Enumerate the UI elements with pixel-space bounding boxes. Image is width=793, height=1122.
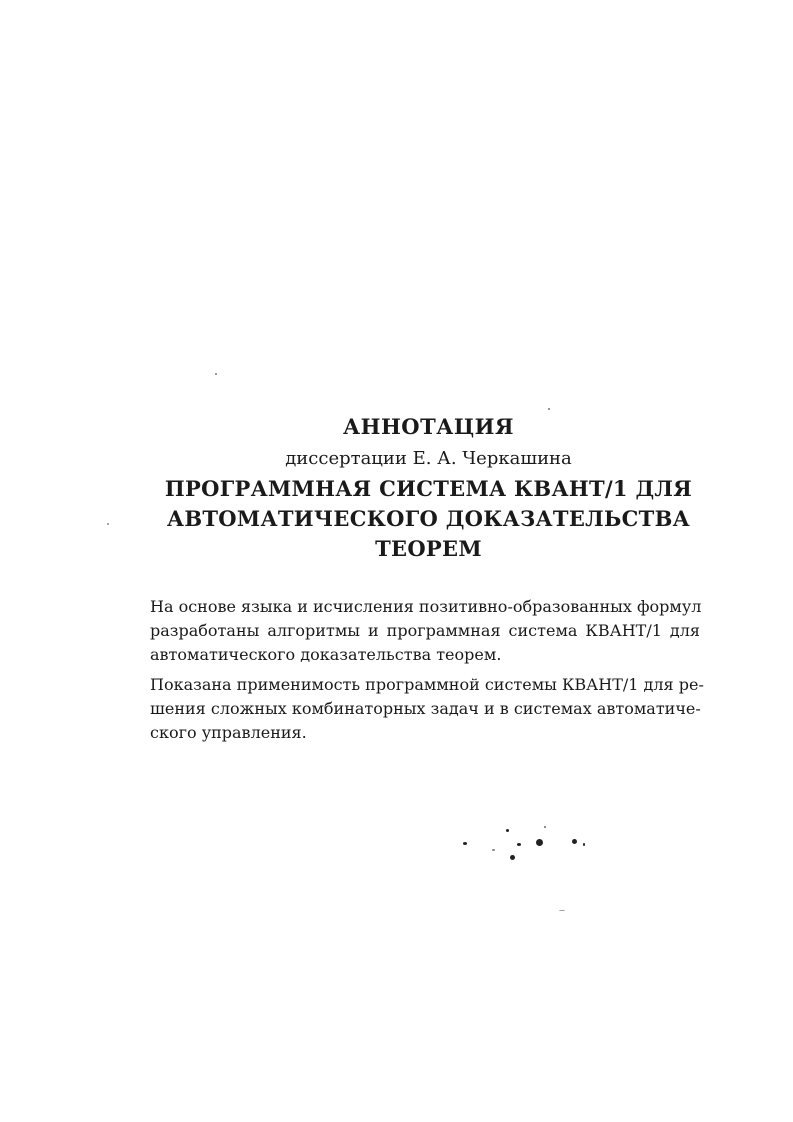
dissertation-title	[32, 474, 793, 564]
document-type-heading: АННОТАЦИЯ	[343, 414, 514, 439]
scan-speck	[506, 829, 509, 832]
paragraph-line: автоматического доказательства теорем.	[150, 645, 502, 664]
scan-speck	[572, 839, 577, 844]
paragraph-line: ского управления.	[150, 723, 307, 742]
author-line: диссертации Е. А. Черкашина	[285, 448, 572, 469]
scan-speck	[559, 910, 565, 911]
title-line: ТЕОРЕМ	[375, 536, 482, 561]
paragraph-line: шения сложных комбинаторных задач и в системах автоматиче-	[150, 699, 701, 718]
title-line: ПРОГРАММНАЯ СИСТЕМА КВАНТ/1 ДЛЯ	[164, 476, 693, 501]
paragraph-line: На основе языка и исчисления позитивно-образованных формул	[150, 597, 702, 616]
paragraph-line: Показана применимость программной системы КВАНТ/1 для ре-	[150, 675, 704, 694]
scan-speck	[517, 843, 521, 846]
scan-speck	[215, 373, 217, 375]
scan-speck	[548, 408, 550, 410]
abstract-paragraph-1	[150, 595, 700, 667]
abstract-paragraph-2	[150, 673, 704, 745]
scan-speck	[583, 843, 585, 846]
scan-speck	[463, 842, 467, 845]
title-line: АВТОМАТИЧЕСКОГО ДОКАЗАТЕЛЬСТВА	[166, 506, 691, 531]
scan-speck	[536, 839, 543, 846]
scan-speck	[510, 855, 515, 860]
scan-speck	[492, 849, 495, 851]
paragraph-line: разработаны алгоритмы и программная система КВАНТ/1 для	[150, 621, 700, 640]
scan-speck	[107, 523, 109, 525]
scan-speck	[544, 826, 546, 828]
